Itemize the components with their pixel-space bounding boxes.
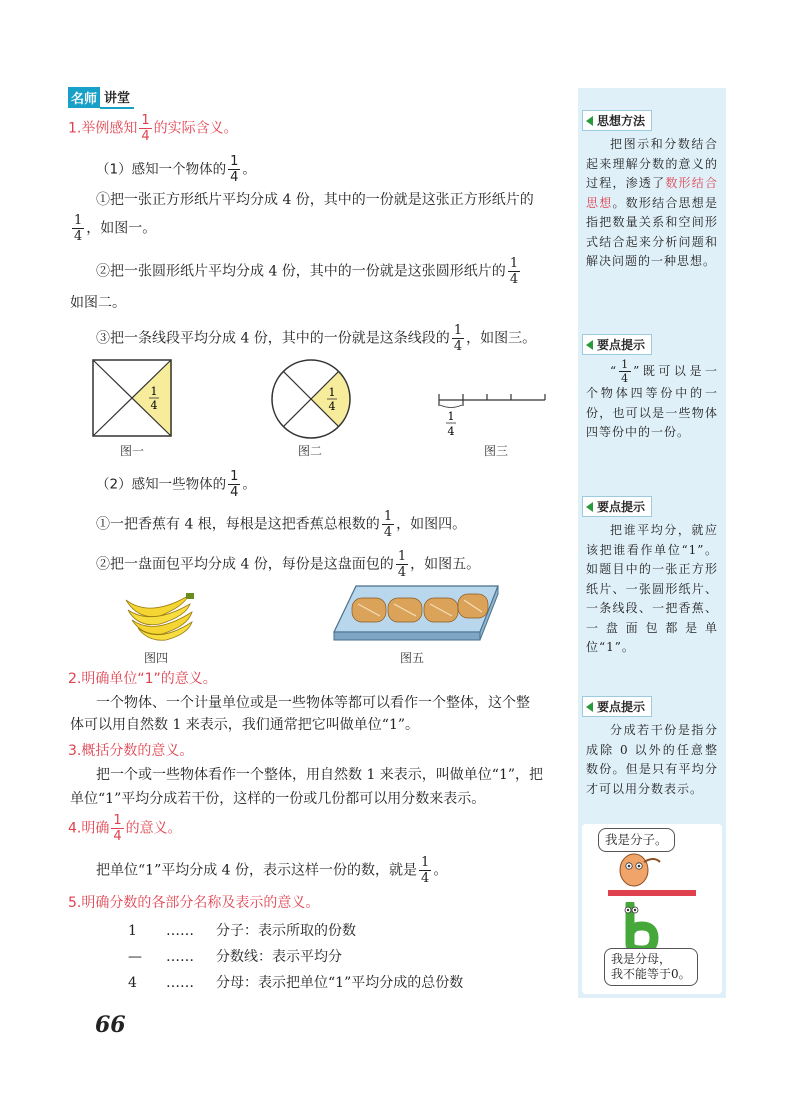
tip-tag-label: 要点提示 bbox=[597, 338, 646, 352]
frac-num: 1 bbox=[383, 509, 393, 524]
fig2-frac-den: 4 bbox=[328, 400, 336, 413]
part-symbol: — bbox=[128, 949, 142, 965]
subsection1 bbox=[96, 155, 256, 184]
frac-den: 4 bbox=[509, 272, 519, 287]
fraction bbox=[228, 470, 240, 499]
frac-num: 1 bbox=[230, 154, 239, 169]
fraction bbox=[382, 510, 394, 539]
section4-text-prefix: 把单位“1”平均分成 4 份，表示这样一份的数，就是 bbox=[96, 862, 418, 879]
numerator-speech-bubble: 我是分子。 bbox=[598, 828, 675, 852]
subsection2 bbox=[96, 470, 256, 499]
frac-den: 4 bbox=[383, 525, 393, 540]
frac-den: 4 bbox=[421, 871, 430, 886]
frac-num: 1 bbox=[621, 358, 630, 371]
bubble-line2: 我不能等于0。 bbox=[611, 967, 691, 981]
tip-text bbox=[582, 135, 722, 272]
item-1c bbox=[96, 324, 566, 353]
part-desc: 分母：表示把单位“1”平均分成的总份数 bbox=[216, 975, 464, 991]
tip-tag bbox=[582, 696, 652, 717]
tip-text: 分成若干份是指分成除 0 以外的任意整数份。但是只有平均分才可以用分数表示。 bbox=[586, 723, 718, 796]
tip1-text-b: 。数形结合思想是指把数量关系和空间形式结合起来分析问题和解决问题的一种思想。 bbox=[586, 195, 718, 268]
badge-part2: 讲堂 bbox=[100, 86, 134, 109]
bubble-line1: 我是分母， bbox=[611, 952, 672, 966]
fig2-frac-num: 1 bbox=[328, 386, 336, 399]
section2-text1: 一个物体、一个计量单位或是一些物体等都可以看作一个整体，这个整 bbox=[96, 695, 530, 711]
tip-text bbox=[582, 359, 722, 443]
page-number: 66 bbox=[95, 1012, 126, 1038]
fraction bbox=[111, 814, 123, 843]
tip-key-point-1 bbox=[582, 334, 722, 443]
sidebar bbox=[578, 88, 726, 998]
tip-tag bbox=[582, 334, 652, 355]
fraction bbox=[139, 114, 151, 143]
denominator-speech-bubble bbox=[604, 948, 698, 986]
item-2b bbox=[96, 550, 480, 579]
figure5-caption: 图五 bbox=[400, 651, 425, 665]
section2-text2: 体可以用自然数 1 来表示，我们通常把它叫做单位“1”。 bbox=[70, 717, 420, 733]
tip-tag-label: 要点提示 bbox=[597, 700, 646, 714]
figure4-bananas bbox=[120, 590, 196, 642]
frac-num: 1 bbox=[397, 549, 407, 564]
numerator-character-icon bbox=[614, 852, 664, 888]
item-1a-line1: ①把一张正方形纸片平均分成 4 份，其中的一份就是这张正方形纸片的 bbox=[96, 192, 534, 208]
frac-den: 4 bbox=[74, 229, 83, 244]
frac-den: 4 bbox=[113, 829, 122, 844]
frac-den: 4 bbox=[397, 565, 407, 580]
tip1-text-a: 把图示和分数结合起来理解分数的意义的过程，渗透了 bbox=[586, 137, 718, 190]
part-dots: …… bbox=[166, 923, 194, 939]
tip-tag bbox=[582, 110, 652, 131]
frac-den: 4 bbox=[230, 485, 239, 500]
section1-suffix: 的实际含义。 bbox=[153, 120, 238, 137]
section4-heading bbox=[68, 814, 182, 843]
part-symbol: 4 bbox=[128, 975, 137, 991]
item-1c-suffix: ，如图三。 bbox=[466, 330, 537, 347]
figure2-circle bbox=[270, 358, 352, 440]
tip-tag bbox=[582, 496, 652, 517]
subsection1-prefix: （1）感知一个物体的 bbox=[96, 161, 227, 178]
item-1a-line2 bbox=[70, 214, 156, 243]
tip-tag-label: 思想方法 bbox=[597, 114, 646, 128]
tip2-text-b: ”既可以是一个物体四等份中的一份，也可以是一些物体四等份中的一份。 bbox=[586, 364, 718, 439]
figure1-caption: 图一 bbox=[120, 444, 145, 458]
fraction bbox=[396, 550, 408, 579]
parts-table bbox=[128, 920, 463, 998]
part-desc: 分子：表示所取的份数 bbox=[216, 923, 356, 939]
section4-text bbox=[96, 856, 447, 885]
fig3-frac-num: 1 bbox=[447, 410, 455, 423]
fraction bbox=[419, 856, 431, 885]
tip-tag-label: 要点提示 bbox=[597, 500, 646, 514]
fraction-bar-icon bbox=[608, 890, 696, 896]
part-dots: …… bbox=[166, 949, 194, 965]
frac-num: 1 bbox=[113, 813, 122, 828]
figure2-caption: 图二 bbox=[298, 444, 323, 458]
fig1-frac-num: 1 bbox=[150, 385, 158, 398]
frac-den: 4 bbox=[230, 170, 239, 185]
frac-num: 1 bbox=[141, 113, 150, 128]
fig1-frac-den: 4 bbox=[150, 399, 158, 412]
tip-key-point-3 bbox=[582, 696, 722, 799]
frac-num: 1 bbox=[74, 213, 83, 228]
frac-num: 1 bbox=[421, 855, 430, 870]
triangle-icon bbox=[586, 502, 593, 512]
figure3-segment bbox=[435, 390, 550, 440]
section1-heading bbox=[68, 114, 238, 143]
fraction bbox=[228, 155, 240, 184]
fraction bbox=[452, 324, 464, 353]
section3-text1: 把一个或一些物体看作一个整体，用自然数 1 来表示，叫做单位“1”，把 bbox=[96, 767, 544, 783]
frac-num: 1 bbox=[453, 323, 463, 338]
part-symbol: 1 bbox=[128, 923, 137, 939]
section4-text-suffix: 。 bbox=[433, 862, 448, 879]
section4-prefix: 4.明确 bbox=[68, 820, 110, 837]
triangle-icon bbox=[586, 340, 593, 350]
section2-heading: 2.明确单位“1”的意义。 bbox=[68, 671, 217, 687]
section5-heading: 5.明确分数的各部分名称及表示的意义。 bbox=[68, 895, 320, 911]
figure1-square bbox=[92, 359, 172, 437]
section3-text2: 单位“1”平均分成若干份，这样的一份或几份都可以用分数来表示。 bbox=[70, 791, 486, 807]
tip1-highlight: 数形结合思想 bbox=[586, 176, 718, 210]
section1-prefix: 1.举例感知 bbox=[68, 120, 138, 137]
cartoon-panel bbox=[582, 824, 722, 994]
item-1a-suffix: ，如图一。 bbox=[86, 220, 157, 237]
tip2-text-a: “ bbox=[610, 364, 618, 378]
frac-num: 1 bbox=[509, 256, 519, 271]
fraction bbox=[619, 359, 631, 384]
item-2a bbox=[96, 510, 466, 539]
parts-row bbox=[128, 946, 463, 972]
frac-num: 1 bbox=[230, 469, 239, 484]
fraction bbox=[72, 214, 84, 243]
subsection1-suffix: 。 bbox=[242, 161, 256, 178]
part-dots: …… bbox=[166, 975, 194, 991]
frac-den: 4 bbox=[621, 372, 630, 385]
fraction bbox=[508, 257, 520, 286]
item-1c-prefix: ③把一条线段平均分成 4 份，其中的一份就是这条线段的 bbox=[96, 330, 450, 347]
subsection2-prefix: （2）感知一些物体的 bbox=[96, 476, 227, 493]
fig3-frac-den: 4 bbox=[447, 425, 455, 438]
item-2a-prefix: ①一把香蕉有 4 根，每根是这把香蕉总根数的 bbox=[96, 516, 380, 533]
tip-thinking-method bbox=[582, 110, 722, 272]
item-2b-suffix: ，如图五。 bbox=[410, 556, 481, 573]
denominator-character-icon bbox=[622, 902, 662, 952]
subsection2-suffix: 。 bbox=[242, 476, 256, 493]
part-desc: 分数线：表示平均分 bbox=[216, 949, 342, 965]
item-1b-text: ②把一张圆形纸片平均分成 4 份，其中的一份就是这张圆形纸片的 bbox=[96, 263, 506, 280]
triangle-icon bbox=[586, 116, 593, 126]
frac-den: 4 bbox=[453, 339, 463, 354]
triangle-icon bbox=[586, 702, 593, 712]
item-2a-suffix: ，如图四。 bbox=[396, 516, 467, 533]
tip-key-point-2 bbox=[582, 496, 722, 658]
section-badge bbox=[68, 86, 134, 109]
section4-suffix: 的意义。 bbox=[125, 820, 182, 837]
parts-row bbox=[128, 920, 463, 946]
parts-row bbox=[128, 972, 463, 998]
figure4-caption: 图四 bbox=[144, 651, 169, 665]
tip-text: 把谁平均分，就应该把谁看作单位“1”。如题目中的一张正方形纸片、一张圆形纸片、一条线段、一把香蕉、一盘面包都是单位“1”。 bbox=[586, 523, 718, 654]
figure3-caption: 图三 bbox=[484, 444, 509, 458]
badge-part1: 名师 bbox=[68, 87, 100, 108]
item-1b-line2: 如图二。 bbox=[70, 295, 126, 311]
section3-heading: 3.概括分数的意义。 bbox=[68, 743, 194, 759]
figure5-bread-tray bbox=[330, 582, 500, 644]
frac-den: 4 bbox=[141, 129, 150, 144]
item-2b-prefix: ②把一盘面包平均分成 4 份，每份是这盘面包的 bbox=[96, 556, 394, 573]
item-1b-line1 bbox=[96, 257, 566, 286]
